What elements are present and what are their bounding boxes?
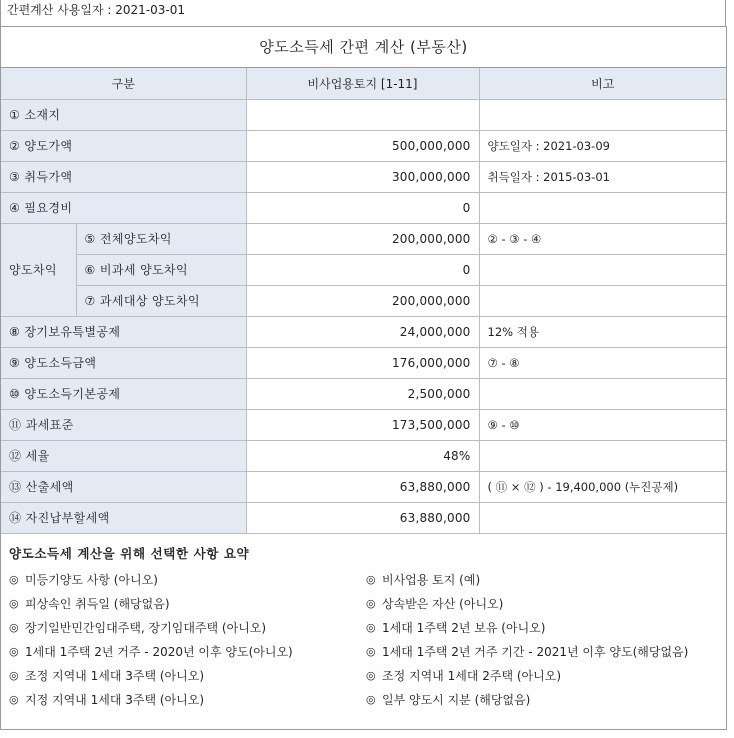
row-value: 2,500,000 — [246, 378, 479, 409]
table-row — [1, 99, 726, 130]
bullseye-icon: ◎ — [366, 693, 376, 706]
row-label: ③ 취득가액 — [1, 161, 246, 192]
list-item — [9, 664, 366, 688]
bullseye-icon: ◎ — [9, 597, 19, 610]
calculation-panel — [0, 26, 727, 730]
list-item — [366, 688, 716, 712]
table-header-row — [1, 68, 726, 99]
list-item-text: 1세대 1주택 2년 거주 - 2020년 이후 양도(아니오) — [25, 645, 293, 659]
page-title: 양도소득세 간편 계산 (부동산) — [1, 27, 726, 68]
row-value: 63,880,000 — [246, 502, 479, 533]
summary-list — [9, 568, 718, 712]
list-item — [366, 568, 716, 592]
group-label-capital-gain: 양도차익 — [1, 223, 76, 316]
table-row — [1, 161, 726, 192]
row-note — [479, 502, 726, 533]
table-row — [1, 378, 726, 409]
list-item — [9, 568, 366, 592]
row-value: 48% — [246, 440, 479, 471]
row-label: ⑩ 양도소득기본공제 — [1, 378, 246, 409]
row-note: ( ⑪ × ⑫ ) - 19,400,000 (누진공제) — [479, 471, 726, 502]
column-header-note: 비고 — [479, 68, 726, 99]
row-value: 0 — [246, 254, 479, 285]
table-row — [1, 440, 726, 471]
list-item — [9, 616, 366, 640]
usage-date-header: 간편계산 사용일자 : 2021-03-01 — [0, 0, 726, 26]
bullseye-icon: ◎ — [9, 669, 19, 682]
row-note: ⑨ - ⑩ — [479, 409, 726, 440]
bullseye-icon: ◎ — [366, 573, 376, 586]
table-row — [1, 192, 726, 223]
list-item — [366, 616, 716, 640]
list-item-text: 피상속인 취득일 (해당없음) — [25, 597, 170, 611]
list-item-text: 1세대 1주택 2년 거주 기간 - 2021년 이후 양도(해당없음) — [382, 645, 689, 659]
row-value — [246, 99, 479, 130]
row-note — [479, 440, 726, 471]
row-label: ⑤ 전체양도차익 — [76, 223, 246, 254]
row-value: 500,000,000 — [246, 130, 479, 161]
list-item-text: 지정 지역내 1세대 3주택 (아니오) — [25, 693, 204, 707]
summary-title: 양도소득세 계산을 위해 선택한 사항 요약 — [9, 545, 250, 561]
row-value: 173,500,000 — [246, 409, 479, 440]
table-row — [1, 223, 726, 254]
table-row — [1, 471, 726, 502]
tax-calculation-table — [1, 68, 726, 534]
bullseye-icon: ◎ — [9, 573, 19, 586]
row-value: 200,000,000 — [246, 223, 479, 254]
row-value: 200,000,000 — [246, 285, 479, 316]
row-note — [479, 285, 726, 316]
table-row — [1, 254, 726, 285]
row-label: ⑦ 과세대상 양도차익 — [76, 285, 246, 316]
row-value: 24,000,000 — [246, 316, 479, 347]
bullseye-icon: ◎ — [366, 669, 376, 682]
list-item-text: 장기일반민간임대주택, 장기임대주택 (아니오) — [25, 621, 267, 635]
row-note: 12% 적용 — [479, 316, 726, 347]
list-item-text: 1세대 1주택 2년 보유 (아니오) — [382, 621, 546, 635]
bullseye-icon: ◎ — [9, 621, 19, 634]
table-row — [1, 347, 726, 378]
row-label: ⑪ 과세표준 — [1, 409, 246, 440]
bullseye-icon: ◎ — [366, 621, 376, 634]
list-item — [366, 640, 716, 664]
bullseye-icon: ◎ — [9, 693, 19, 706]
row-label: ⑬ 산출세액 — [1, 471, 246, 502]
row-value: 300,000,000 — [246, 161, 479, 192]
list-item-text: 상속받은 자산 (아니오) — [382, 597, 504, 611]
table-row — [1, 409, 726, 440]
row-note — [479, 99, 726, 130]
row-note: 취득일자 : 2015-03-01 — [479, 161, 726, 192]
row-label: ④ 필요경비 — [1, 192, 246, 223]
row-note: ② - ③ - ④ — [479, 223, 726, 254]
row-label: ① 소재지 — [1, 99, 246, 130]
selection-summary — [1, 534, 726, 712]
list-item-text: 비사업용 토지 (예) — [382, 573, 481, 587]
row-note: 양도일자 : 2021-03-09 — [479, 130, 726, 161]
row-label: ⑭ 자진납부할세액 — [1, 502, 246, 533]
row-label: ⑫ 세율 — [1, 440, 246, 471]
list-item — [9, 640, 366, 664]
column-header-category: 구분 — [1, 68, 246, 99]
row-label: ⑥ 비과세 양도차익 — [76, 254, 246, 285]
bullseye-icon: ◎ — [366, 597, 376, 610]
list-item — [366, 664, 716, 688]
table-row — [1, 285, 726, 316]
row-label: ② 양도가액 — [1, 130, 246, 161]
list-item — [9, 688, 366, 712]
list-item-text: 일부 양도시 지분 (해당없음) — [382, 693, 531, 707]
row-note — [479, 378, 726, 409]
list-item-text: 조정 지역내 1세대 3주택 (아니오) — [25, 669, 204, 683]
row-note: ⑦ - ⑧ — [479, 347, 726, 378]
list-item-text: 미등기양도 사항 (아니오) — [25, 573, 158, 587]
row-value: 176,000,000 — [246, 347, 479, 378]
row-value: 63,880,000 — [246, 471, 479, 502]
row-note — [479, 254, 726, 285]
list-item — [366, 592, 716, 616]
table-row — [1, 316, 726, 347]
list-item-text: 조정 지역내 1세대 2주택 (아니오) — [382, 669, 561, 683]
row-note — [479, 192, 726, 223]
column-header-value: 비사업용토지 [1-11] — [246, 68, 479, 99]
list-item — [9, 592, 366, 616]
row-label: ⑧ 장기보유특별공제 — [1, 316, 246, 347]
row-value: 0 — [246, 192, 479, 223]
table-row — [1, 130, 726, 161]
table-row — [1, 502, 726, 533]
bullseye-icon: ◎ — [9, 645, 19, 658]
row-label: ⑨ 양도소득금액 — [1, 347, 246, 378]
bullseye-icon: ◎ — [366, 645, 376, 658]
